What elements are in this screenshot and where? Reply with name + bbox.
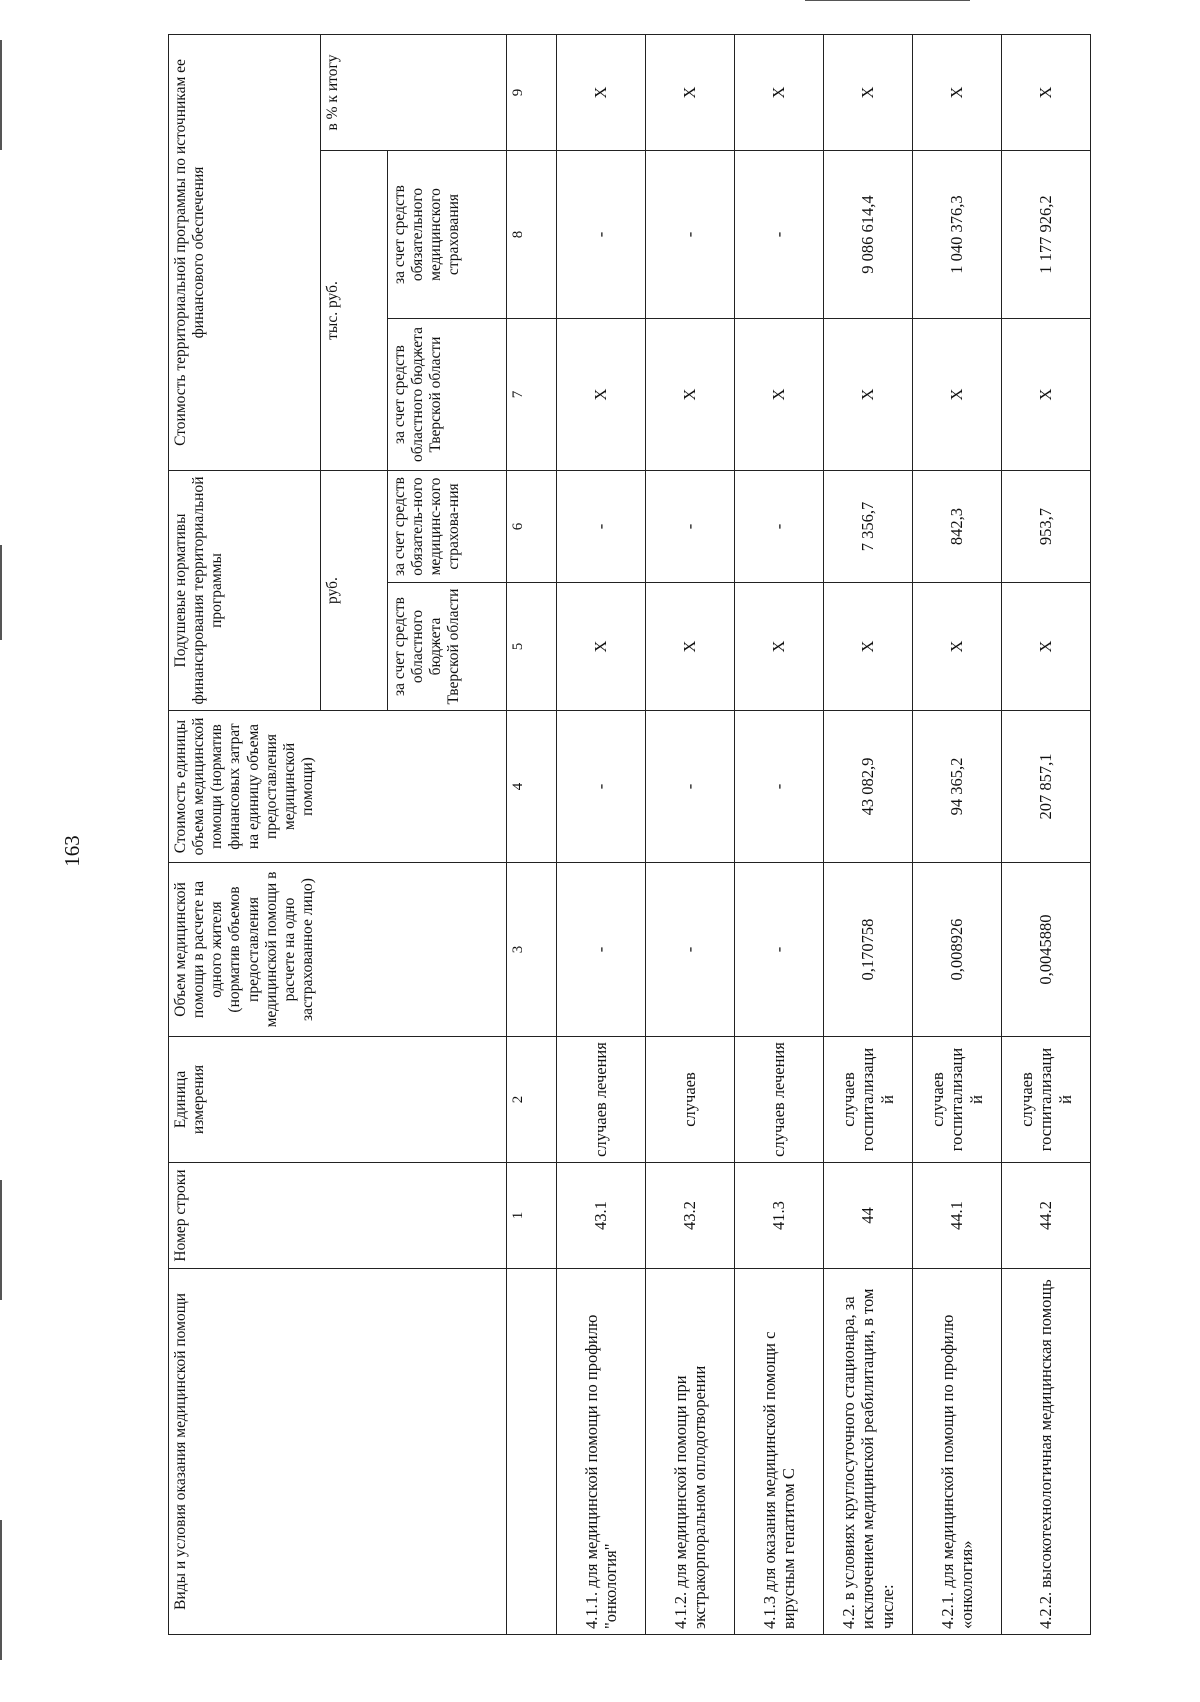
cell-unit-cost: 43 082,9 — [824, 711, 913, 863]
cell-kind: 4.1.2. для медицинской помощи при экстракорпоральном оплодотворении — [646, 1269, 735, 1635]
scan-mark — [0, 40, 2, 150]
table-row — [913, 34, 1002, 1634]
cell-unit: случаев госпитализаци й — [824, 1037, 913, 1163]
cell-row-number: 43.2 — [646, 1163, 735, 1269]
header-unit-cost: Стоимость единицы объема медицинской помощи (норматив финансовых затрат на единицу объема предоставления медицинской помощи) — [169, 711, 507, 863]
cell-percent: X — [824, 34, 913, 150]
cell-unit: случаев лечения — [557, 1037, 646, 1163]
cell-cost-budget: X — [646, 319, 735, 471]
cell-cost-budget: X — [557, 319, 646, 471]
scan-mark — [0, 1180, 2, 1300]
cell-pc-budget: X — [1002, 583, 1091, 711]
scan-mark — [0, 545, 2, 640]
cell-percent: X — [646, 34, 735, 150]
cell-pc-oms: - — [557, 471, 646, 583]
cell-unit: случаев госпитализаци й — [913, 1037, 1002, 1163]
column-number: 2 — [507, 1037, 557, 1163]
cell-pc-budget: X — [557, 583, 646, 711]
cell-volume: - — [557, 863, 646, 1037]
header-cost-oms: за счет средств обязательного медицинского страхования — [388, 151, 507, 319]
column-number: 3 — [507, 863, 557, 1037]
cell-row-number: 44.2 — [1002, 1163, 1091, 1269]
cell-row-number: 43.1 — [557, 1163, 646, 1269]
header-cost-budget: за счет средств областного бюджета Тверской области — [388, 319, 507, 471]
financing-table — [168, 34, 1091, 1635]
cell-volume: 0,0045880 — [1002, 863, 1091, 1037]
cell-volume: 0,170758 — [824, 863, 913, 1037]
cell-cost-budget: X — [735, 319, 824, 471]
table-row — [557, 34, 646, 1634]
cell-kind: 4.2. в условиях круглосуточного стационара, за исключением медицинской реабилитации, в том числе: — [824, 1269, 913, 1635]
cell-percent: X — [913, 34, 1002, 150]
header-pc-oms: за счет средств обязатель-ного медицинс-кого страхова-ния — [388, 471, 507, 583]
scan-mark — [805, 0, 970, 1]
cell-pc-budget: X — [913, 583, 1002, 711]
column-number: 8 — [507, 151, 557, 319]
table-row — [1002, 34, 1091, 1634]
cell-pc-budget: X — [824, 583, 913, 711]
cell-percent: X — [735, 34, 824, 150]
column-number: 5 — [507, 583, 557, 711]
header-program-cost: Стоимость территориальной программы по источникам ее финансового обеспечения — [169, 34, 321, 470]
column-number: 9 — [507, 34, 557, 150]
cell-cost-oms: - — [735, 151, 824, 319]
column-number: 6 — [507, 471, 557, 583]
cell-unit-cost: 94 365,2 — [913, 711, 1002, 863]
cell-unit-cost: - — [735, 711, 824, 863]
cell-unit: случаев — [646, 1037, 735, 1163]
cell-unit-cost: - — [646, 711, 735, 863]
cell-cost-budget: X — [824, 319, 913, 471]
cell-percent: X — [557, 34, 646, 150]
cell-unit-cost: 207 857,1 — [1002, 711, 1091, 863]
header-unit: Единица измерения — [169, 1037, 507, 1163]
cell-pc-budget: X — [646, 583, 735, 711]
cell-volume: 0,008926 — [913, 863, 1002, 1037]
cell-volume: - — [646, 863, 735, 1037]
column-number — [507, 1269, 557, 1635]
cell-unit: случаев госпитализаци й — [1002, 1037, 1091, 1163]
cell-volume: - — [735, 863, 824, 1037]
cell-pc-oms: 7 356,7 — [824, 471, 913, 583]
table-body — [557, 34, 1091, 1634]
cell-kind: 4.1.3 для оказания медицинской помощи с вирусным гепатитом С — [735, 1269, 824, 1635]
table-row — [824, 34, 913, 1634]
column-number: 7 — [507, 319, 557, 471]
cell-percent: X — [1002, 34, 1091, 150]
cell-cost-budget: X — [913, 319, 1002, 471]
cell-cost-oms: 9 086 614,4 — [824, 151, 913, 319]
cell-unit: случаев лечения — [735, 1037, 824, 1163]
cell-cost-oms: - — [557, 151, 646, 319]
rotated-table-wrapper — [168, 35, 1200, 1635]
header-rub: руб. — [321, 471, 388, 711]
cell-row-number: 44.1 — [913, 1163, 1002, 1269]
cell-pc-budget: X — [735, 583, 824, 711]
cell-pc-oms: - — [735, 471, 824, 583]
header-volume: Объем медицинской помощи в расчете на одного жителя (норматив объемов предоставления медицинской помощи в расчете на одно застрахованное лицо) — [169, 863, 507, 1037]
header-row-number: Номер строки — [169, 1163, 507, 1269]
cell-kind: 4.1.1. для медицинской помощи по профилю "онкология" — [557, 1269, 646, 1635]
column-number-row — [507, 34, 557, 1634]
column-number: 1 — [507, 1163, 557, 1269]
table-row — [646, 34, 735, 1634]
cell-pc-oms: - — [646, 471, 735, 583]
cell-kind: 4.2.1. для медицинской помощи по профилю «онкология» — [913, 1269, 1002, 1635]
cell-pc-oms: 842,3 — [913, 471, 1002, 583]
cell-pc-oms: 953,7 — [1002, 471, 1091, 583]
cell-cost-oms: 1 177 926,2 — [1002, 151, 1091, 319]
cell-cost-budget: X — [1002, 319, 1091, 471]
header-pc-budget: за счет средств областного бюджета Тверской области — [388, 583, 507, 711]
table-row — [735, 34, 824, 1634]
cell-cost-oms: - — [646, 151, 735, 319]
header-percent: в % к итогу — [321, 34, 507, 150]
column-number: 4 — [507, 711, 557, 863]
cell-unit-cost: - — [557, 711, 646, 863]
cell-kind: 4.2.2. высокотехнологичная медицинская помощь — [1002, 1269, 1091, 1635]
cell-row-number: 41.3 — [735, 1163, 824, 1269]
header-thousand-rub: тыс. руб. — [321, 151, 388, 471]
page-number: 163 — [60, 835, 84, 867]
header-per-capita: Подушевые нормативы финансирования территориальной программы — [169, 471, 321, 711]
cell-cost-oms: 1 040 376,3 — [913, 151, 1002, 319]
header-kind: Виды и условия оказания медицинской помощи — [169, 1269, 507, 1635]
cell-row-number: 44 — [824, 1163, 913, 1269]
scan-mark — [0, 1520, 2, 1660]
table-header — [169, 34, 557, 1634]
